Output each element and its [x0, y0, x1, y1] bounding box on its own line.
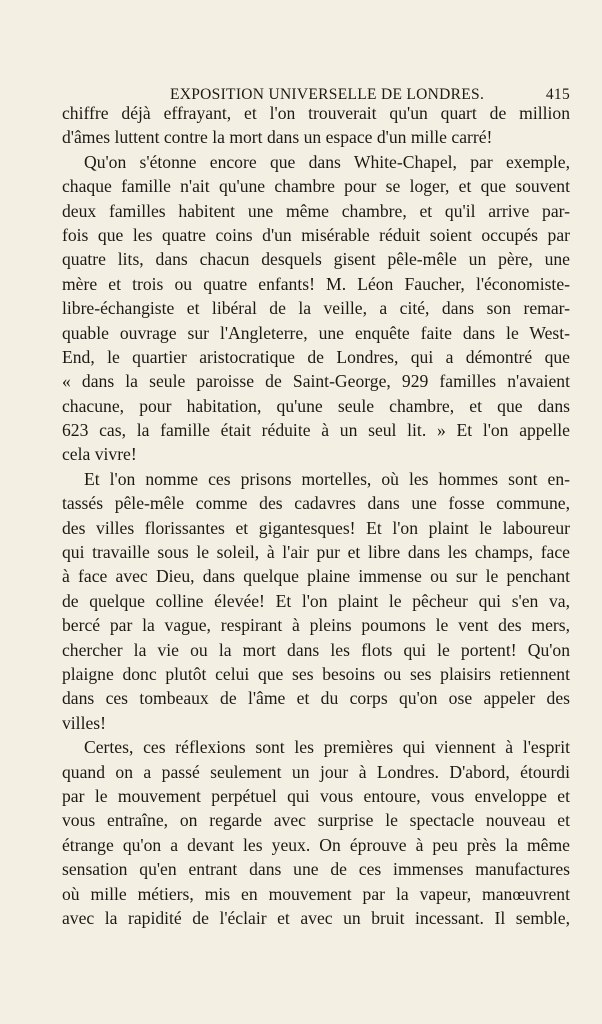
text-line: End, le quartier aristocratique de Londres, qui a démontré que — [62, 346, 570, 367]
text-line: « dans la seule paroisse de Saint-George, 929 familles n'avaient — [62, 371, 570, 392]
text-line: libre-échangiste et libéral de la veille, a cité, dans son remar- — [62, 298, 570, 319]
text-line: villes! — [62, 712, 106, 733]
text-line: sensation qu'en entrant dans une de ces immenses manufactures — [62, 859, 570, 880]
text-line: à face avec Dieu, dans quelque plaine immense ou sur le penchant — [62, 566, 570, 587]
text-line: d'âmes luttent contre la mort dans un espace d'un mille carré! — [62, 127, 493, 148]
text-line: chercher la vie ou la mort dans les flots qui le portent! Qu'on — [62, 639, 570, 660]
text-line: tassés pêle-mêle comme des cadavres dans une fosse commune, — [62, 493, 570, 514]
text-line: des villes florissantes et gigantesques! Et l'on plaint le laboureur — [62, 517, 570, 538]
text-line: quatre lits, dans chacun desquels gisent pêle-mêle un père, une — [62, 249, 570, 270]
text-line: où mille métiers, mis en mouvement par la vapeur, manœuvrent — [62, 883, 570, 904]
text-line: quand on a passé seulement un jour à Londres. D'abord, étourdi — [62, 761, 570, 782]
text-line: fois que les quatre coins d'un misérable réduit soient occupés par — [62, 224, 570, 245]
text-line: qui travaille sous le soleil, à l'air pur et libre dans les champs, face — [62, 542, 570, 563]
text-line: vous entraîne, on regarde avec surprise le spectacle nouveau et — [62, 810, 570, 831]
text-line: quable ouvrage sur l'Angleterre, une enquête faite dans le West- — [62, 322, 570, 343]
text-line: avec la rapidité de l'éclair et avec un bruit incessant. Il semble, — [62, 907, 570, 928]
text-line: dans ces tombeaux de l'âme et du corps qu'on ose appeler des — [62, 688, 570, 709]
text-line: chaque famille n'ait qu'une chambre pour se loger, et que souvent — [62, 176, 570, 197]
text-line: 623 cas, la famille était réduite à un seul lit. » Et l'on appelle — [62, 420, 570, 441]
text-line: bercé par la vague, respirant à pleins poumons le vent des mers, — [62, 615, 570, 636]
text-line: mère et trois ou quatre enfants! M. Léon Faucher, l'économiste- — [62, 273, 570, 294]
text-line: plaigne donc plutôt celui que ses besoins ou ses plaisirs retiennent — [62, 663, 570, 684]
text-line: par le mouvement perpétuel qui vous entoure, vous enveloppe et — [62, 785, 570, 806]
text-line: Certes, ces réflexions sont les premières qui viennent à l'esprit — [84, 737, 570, 758]
page-number: 415 — [545, 86, 570, 103]
text-line: Qu'on s'étonne encore que dans White-Chapel, par exemple, — [84, 151, 570, 172]
text-line: chacune, pour habitation, qu'une seule chambre, et que dans — [62, 395, 570, 416]
text-line: chiffre déjà effrayant, et l'on trouverait qu'un quart de million — [62, 103, 570, 123]
text-line: Et l'on nomme ces prisons mortelles, où les hommes sont en- — [84, 468, 570, 489]
running-title: EXPOSITION UNIVERSELLE DE LONDRES. — [170, 86, 485, 103]
text-line: cela vivre! — [62, 444, 137, 465]
text-line: étrange qu'on a devant les yeux. On éprouve à peu près la même — [62, 834, 570, 855]
body-text — [62, 101, 570, 930]
text-line: deux familles habitent une même chambre, et qu'il arrive par- — [62, 200, 570, 221]
text-line: de quelque colline élevée! Et l'on plaint le pêcheur qui s'en va, — [62, 590, 570, 611]
